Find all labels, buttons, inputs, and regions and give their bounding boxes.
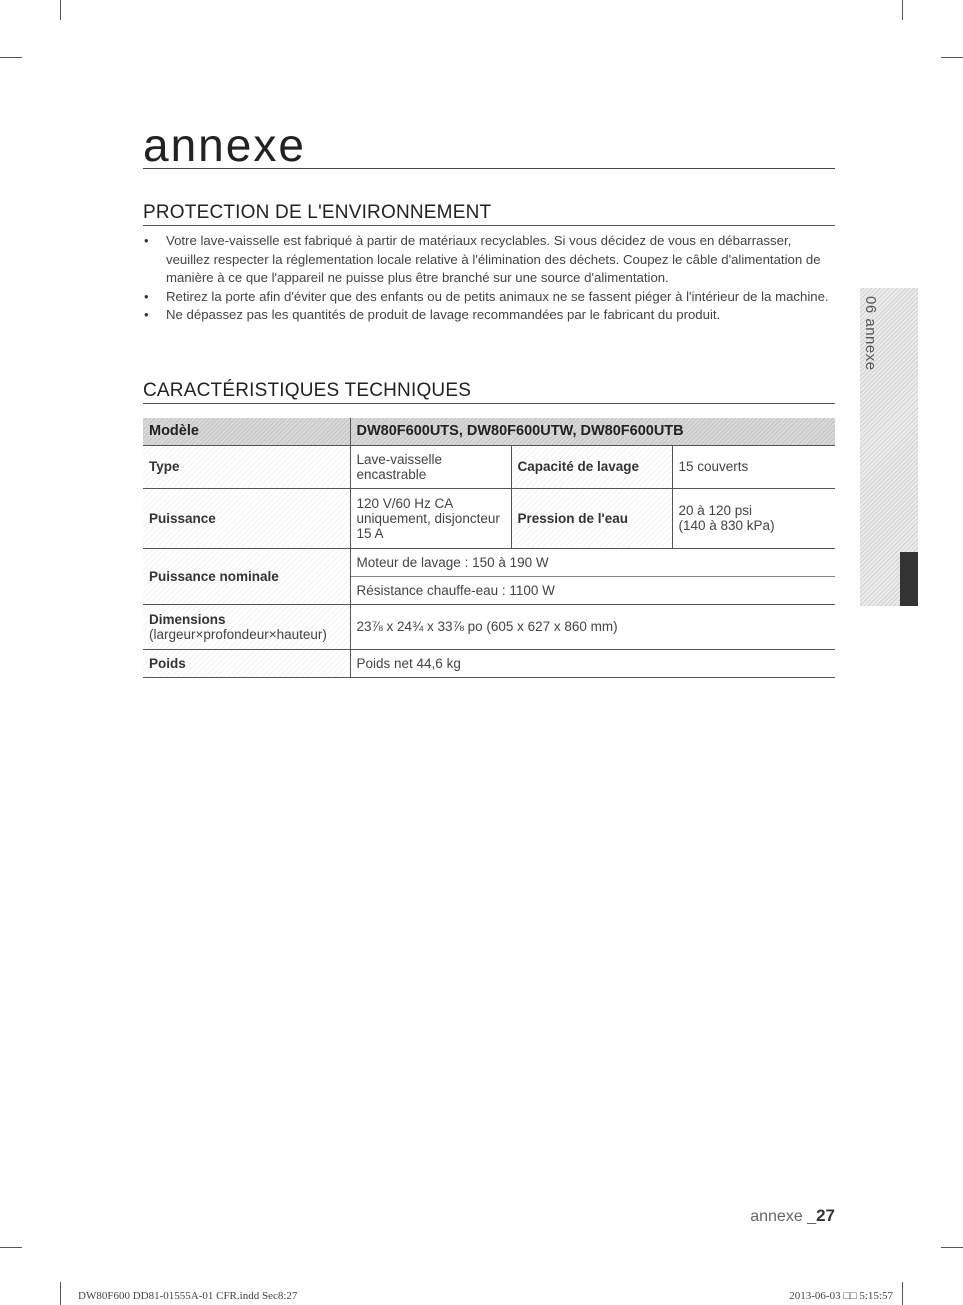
specs-table — [143, 418, 835, 678]
dimensions-title: Dimensions — [149, 611, 226, 627]
power-value: 120 V/60 Hz CA uniquement, disjoncteur 15 A — [350, 488, 511, 548]
dimensions-subtitle: (largeur×profondeur×hauteur) — [149, 626, 327, 642]
capacity-label: Capacité de lavage — [511, 445, 672, 488]
crop-mark — [941, 1247, 963, 1248]
print-slug-left: DW80F600 DD81-01555A-01 CFR.indd Sec8:27 — [78, 1290, 298, 1302]
table-row — [143, 488, 835, 548]
page-title: annexe — [143, 119, 306, 171]
crop-mark — [0, 1247, 22, 1248]
power-label: Puissance — [143, 488, 350, 548]
pressure-value — [672, 488, 835, 548]
crop-mark — [902, 0, 903, 20]
table-row — [143, 604, 835, 649]
list-item: • Ne dépassez pas les quantités de produit de lavage recommandées par le fabricant du produit. — [143, 306, 835, 325]
type-label: Type — [143, 445, 350, 488]
weight-value: Poids net 44,6 kg — [350, 649, 835, 677]
specs-heading: CARACTÉRISTIQUES TECHNIQUES — [143, 380, 835, 404]
model-label: Modèle — [143, 418, 350, 445]
chapter-tab-label: 06 annexe — [862, 296, 879, 371]
rated-power-heater: Résistance chauffe-eau : 1100 W — [350, 576, 835, 604]
crop-mark — [941, 57, 963, 58]
crop-mark — [60, 1282, 61, 1305]
crop-mark — [60, 0, 61, 20]
crop-mark — [0, 57, 22, 58]
table-row — [143, 548, 835, 576]
pressure-kpa: (140 à 830 kPa) — [678, 518, 775, 533]
environment-heading: PROTECTION DE L'ENVIRONNEMENT — [143, 202, 835, 226]
dimensions-value: 23⅞ x 24¾ x 33⅞ po (605 x 627 x 860 mm) — [350, 604, 835, 649]
footer-label: annexe _ — [750, 1208, 817, 1225]
environment-bullet-list — [143, 232, 835, 325]
list-item: • Retirez la porte afin d'éviter que des enfants ou de petits animaux ne se fassent piéger à l'intérieur de la machine. — [143, 288, 835, 307]
list-item: • Votre lave-vaisselle est fabriqué à partir de matériaux recyclables. Si vous décidez de vous en débarrasser, veuillez respecter la réglementation locale relative à l'élimination des déchets. Coupez le câble d'alimentation de manière à ce que l'appareil ne puisse plus être branché sur une source d'alimentation. — [143, 232, 835, 288]
rated-power-label: Puissance nominale — [143, 548, 350, 604]
crop-mark — [902, 1282, 903, 1305]
model-value: DW80F600UTS, DW80F600UTW, DW80F600UTB — [350, 418, 835, 445]
rated-power-wash-motor: Moteur de lavage : 150 à 190 W — [350, 548, 835, 576]
page-title-rule — [143, 120, 835, 169]
chapter-tab-marker — [900, 552, 918, 606]
pressure-label: Pression de l'eau — [511, 488, 672, 548]
print-slug-right: 2013-06-03 □□ 5:15:57 — [789, 1290, 893, 1302]
page-footer — [750, 1206, 835, 1226]
page-number: 27 — [816, 1206, 835, 1225]
table-row — [143, 649, 835, 677]
dimensions-label — [143, 604, 350, 649]
capacity-value: 15 couverts — [672, 445, 835, 488]
pressure-psi: 20 à 120 psi — [678, 503, 753, 518]
table-row — [143, 445, 835, 488]
weight-label: Poids — [143, 649, 350, 677]
type-value: Lave-vaisselle encastrable — [350, 445, 511, 488]
table-row — [143, 418, 835, 445]
